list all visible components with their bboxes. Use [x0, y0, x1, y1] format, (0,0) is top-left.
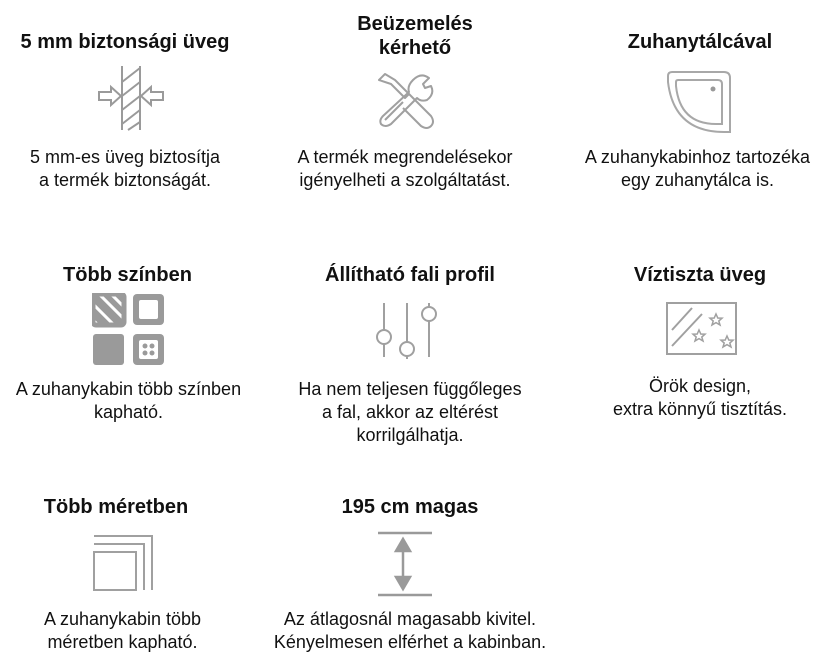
feature-title: Több méretben [43, 496, 189, 518]
tools-icon [375, 70, 437, 132]
feature-colors [0, 263, 255, 287]
feature-sizes-desc [0, 608, 245, 654]
feature-desc-line: a fal, akkor az eltérést [321, 402, 499, 422]
feature-title: kérhető [378, 37, 452, 59]
feature-height [280, 495, 540, 519]
feature-wall-profile-desc [270, 378, 550, 447]
height-arrow-icon [378, 531, 432, 597]
feature-shower-tray [575, 30, 825, 54]
shower-tray-icon [666, 70, 732, 134]
feature-title: 5 mm biztonsági üveg [20, 31, 230, 53]
feature-shower-tray-desc [565, 146, 830, 192]
feature-desc-line: korrilgálhatja. [356, 425, 464, 445]
feature-title: Víztiszta üveg [633, 264, 767, 286]
feature-desc-line: A zuhanykabinhoz tartozéka [584, 147, 811, 167]
feature-desc-line: Kényelmesen elférhet a kabinban. [273, 632, 547, 652]
feature-desc-line: 5 mm-es üveg biztosítja [29, 147, 221, 167]
feature-installation [280, 12, 550, 60]
glass-pressure-icon [97, 64, 165, 132]
feature-desc-line: kapható. [93, 402, 164, 422]
feature-clear-glass-desc [575, 375, 825, 421]
feature-desc-line: A zuhanykabin több színben [15, 379, 242, 399]
feature-height-desc [250, 608, 570, 654]
feature-title: Állítható fali profil [325, 264, 495, 286]
feature-title: Több színben [63, 264, 192, 286]
color-swatches-icon [92, 293, 164, 365]
feature-installation-desc [270, 146, 540, 192]
sliders-icon [376, 301, 440, 359]
feature-clear-glass [575, 263, 825, 287]
sparkling-glass-icon [666, 302, 738, 356]
feature-desc-line: Örök design, [648, 376, 752, 396]
feature-desc-line: Ha nem teljesen függőleges [298, 379, 522, 399]
feature-title: 195 cm magas [341, 496, 479, 518]
feature-desc-line: A zuhanykabin több [43, 609, 202, 629]
feature-wall-profile [270, 263, 550, 287]
feature-desc-line: méretben kapható. [47, 632, 198, 652]
sizes-icon [92, 534, 156, 594]
feature-desc-line: a termék biztonságát. [38, 170, 212, 190]
feature-sizes [0, 495, 232, 519]
feature-colors-desc [0, 378, 257, 424]
feature-title: Zuhanytálcával [627, 31, 773, 53]
feature-desc-line: igényelheti a szolgáltatást. [299, 170, 511, 190]
feature-safety-glass-desc [0, 146, 250, 192]
feature-desc-line: A termék megrendelésekor [297, 147, 513, 167]
feature-desc-line: extra könnyű tisztítás. [612, 399, 788, 419]
feature-desc-line: egy zuhanytálca is. [620, 170, 775, 190]
feature-title: Beüzemelés [357, 13, 473, 35]
feature-desc-line: Az átlagosnál magasabb kivitel. [283, 609, 537, 629]
feature-safety-glass [0, 30, 250, 54]
